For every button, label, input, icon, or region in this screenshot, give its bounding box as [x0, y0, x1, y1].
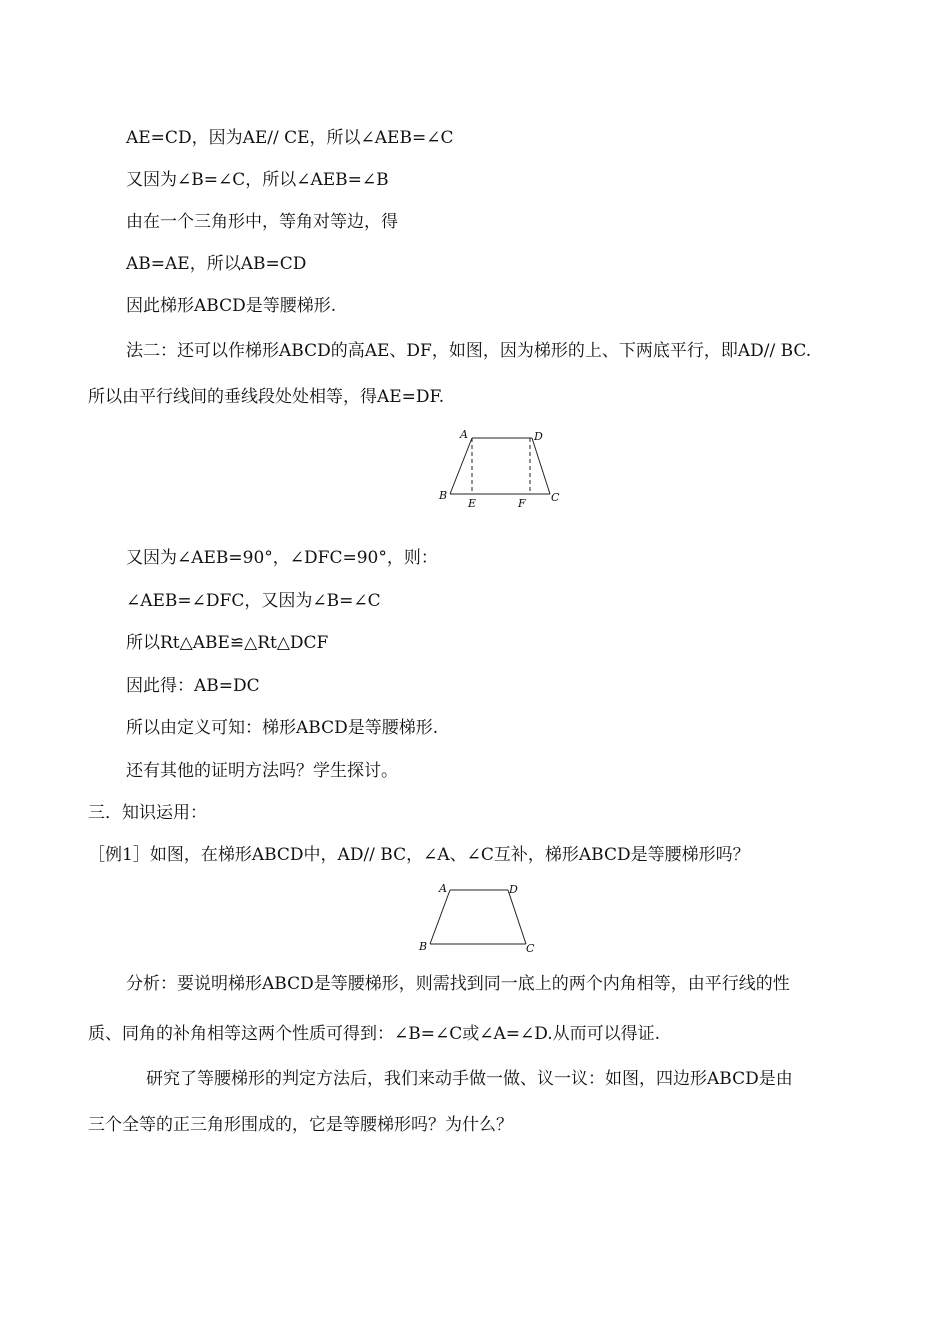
paragraph-11: 因此得：AB=DC	[126, 676, 260, 696]
paragraph-6: 法二：还可以作梯形ABCD的高AE、DF，如图，因为梯形的上、下两底平行，即AD// BC.	[126, 341, 812, 361]
label-e: E	[468, 497, 477, 510]
label-f: F	[518, 497, 526, 510]
paragraph-9: ∠AEB=∠DFC，又因为∠B=∠C	[126, 591, 381, 611]
paragraph-2: 又因为∠B=∠C，所以∠AEB=∠B	[126, 170, 389, 190]
label-c: C	[551, 491, 560, 504]
label-b: B	[419, 940, 428, 953]
label-c: C	[526, 942, 535, 955]
label-d: D	[534, 430, 543, 443]
paragraph-8: 又因为∠AEB=90°，∠DFC=90°，则：	[126, 548, 438, 568]
paragraph-7: 所以由平行线间的垂线段处处相等，得AE=DF.	[88, 387, 445, 407]
paragraph-analysis-2: 质、同角的补角相等这两个性质可得到：∠B=∠C或∠A=∠D.从而可以得证.	[88, 1024, 661, 1044]
paragraph-1: AE=CD，因为AE// CE，所以∠AEB=∠C	[126, 128, 454, 148]
paragraph-13: 还有其他的证明方法吗？学生探讨。	[126, 761, 398, 781]
label-b: B	[439, 489, 448, 502]
section-heading: 三．知识运用：	[88, 803, 207, 823]
trapezoid-figure-1	[436, 426, 566, 512]
trapezoid-figure-2	[418, 880, 548, 956]
example-1: ［例1］如图，在梯形ABCD中，AD// BC，∠A、∠C互补，梯形ABCD是等腰梯形吗？	[88, 845, 750, 865]
paragraph-12: 所以由定义可知：梯形ABCD是等腰梯形.	[126, 718, 439, 738]
paragraph-3: 由在一个三角形中，等角对等边，得	[126, 212, 398, 232]
paragraph-5: 因此梯形ABCD是等腰梯形.	[126, 296, 337, 316]
label-a: A	[460, 428, 468, 441]
label-a: A	[439, 882, 447, 895]
paragraph-activity-1: 研究了等腰梯形的判定方法后，我们来动手做一做、议一议：如图，四边形ABCD是由	[146, 1069, 793, 1089]
paragraph-4: AB=AE，所以AB=CD	[126, 254, 307, 274]
paragraph-10: 所以Rt△ABE≌△Rt△DCF	[126, 633, 329, 653]
label-d: D	[509, 883, 518, 896]
paragraph-analysis-1: 分析：要说明梯形ABCD是等腰梯形，则需找到同一底上的两个内角相等，由平行线的性	[126, 974, 790, 994]
paragraph-activity-2: 三个全等的正三角形围成的，它是等腰梯形吗？为什么？	[88, 1115, 513, 1135]
